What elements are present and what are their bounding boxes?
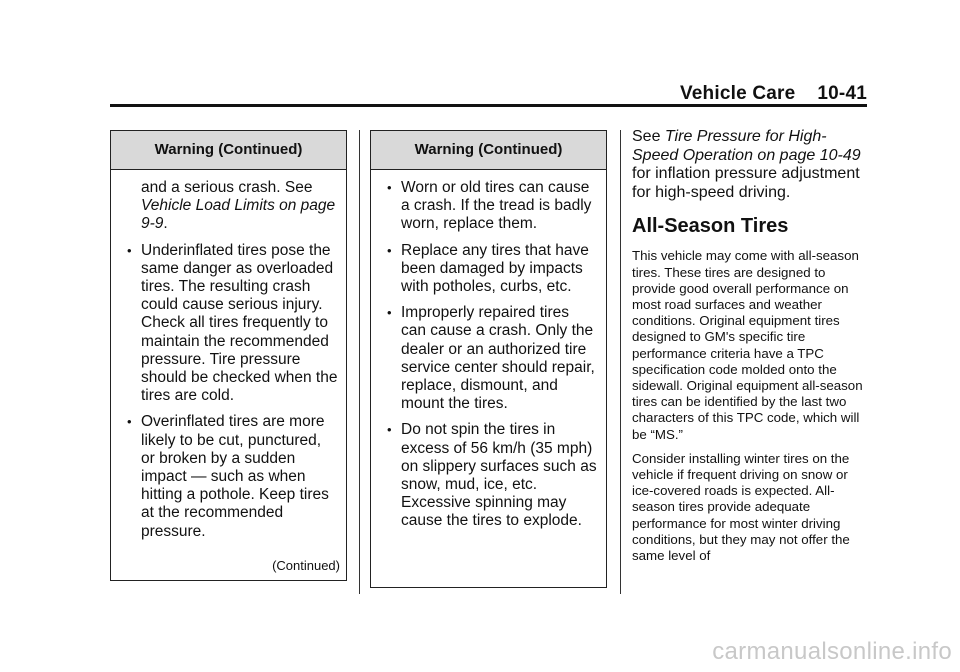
watermark: carmanualsonline.info <box>712 638 952 665</box>
column-divider <box>620 130 621 594</box>
section-heading: All-Season Tires <box>632 215 789 238</box>
body-paragraph: Consider installing winter tires on the vehicle if frequent driving on snow or ice-covered roads is expected. All-season tires provide adequate performance for most winter driving conditions, but they may not offer the same level of <box>632 450 850 564</box>
warning-title: Warning (Continued) <box>111 131 346 170</box>
see-reference: See Tire Pressure for High-Speed Operation on page 10-49 for inflation pressure adjustment for high-speed driving. <box>632 128 861 201</box>
warning-box-2 <box>370 130 607 588</box>
column-divider <box>359 130 360 594</box>
warning-bullet: • Replace any tires that have been damaged by impacts with potholes, curbs, etc. <box>383 242 598 297</box>
warning-bullet: • Do not spin the tires in excess of 56 km/h (35 mph) on slippery surfaces such as snow, mud, ice, etc. Excessive spinning may cause the tires to explode. <box>383 421 598 530</box>
cross-reference-link[interactable]: Tire Pressure for High-Speed Operation on page 10-49 <box>632 128 861 164</box>
warning-body <box>371 170 606 531</box>
running-header <box>680 83 867 105</box>
header-rule <box>110 104 867 107</box>
page-number: 10-41 <box>817 83 867 104</box>
continued-note: (Continued) <box>272 558 340 573</box>
warning-bullet: • Improperly repaired tires can cause a crash. Only the dealer or an authorized tire service center should repair, replace, dismount, and mount the tires. <box>383 304 598 413</box>
warning-bullet: • Underinflated tires pose the same danger as overloaded tires. The resulting crash could cause serious injury. Check all tires frequently to maintain the recommended pressure. Tire pressure should be checked when the tires are cold. <box>123 242 338 406</box>
warning-bullet: • Overinflated tires are more likely to be cut, punctured, or broken by a sudden impact — such as when hitting a pothole. Keep tires at the recommended pressure. <box>123 413 338 540</box>
section-name: Vehicle Care <box>679 83 796 104</box>
right-column <box>632 128 868 572</box>
warning-box-1 <box>110 130 347 581</box>
continuation-text: and a serious crash. See Vehicle Load Limits on page 9-9. <box>141 179 336 233</box>
warning-title: Warning (Continued) <box>371 131 606 170</box>
warning-body <box>111 170 346 541</box>
warning-bullet: • Worn or old tires can cause a crash. If the tread is badly worn, replace them. <box>383 179 598 234</box>
cross-reference-link[interactable]: Vehicle Load Limits on page 9-9 <box>141 197 336 233</box>
body-paragraph: This vehicle may come with all-season tires. These tires are designed to provide good overall performance on most road surfaces and weather conditions. Original equipment tires designed to GM's specific tire performance criteria have a TPC specification code molded onto the sidewall. Original equipment all-season tires can be identified by the last two characters of this TPC code, which will be “MS.” <box>632 248 863 442</box>
